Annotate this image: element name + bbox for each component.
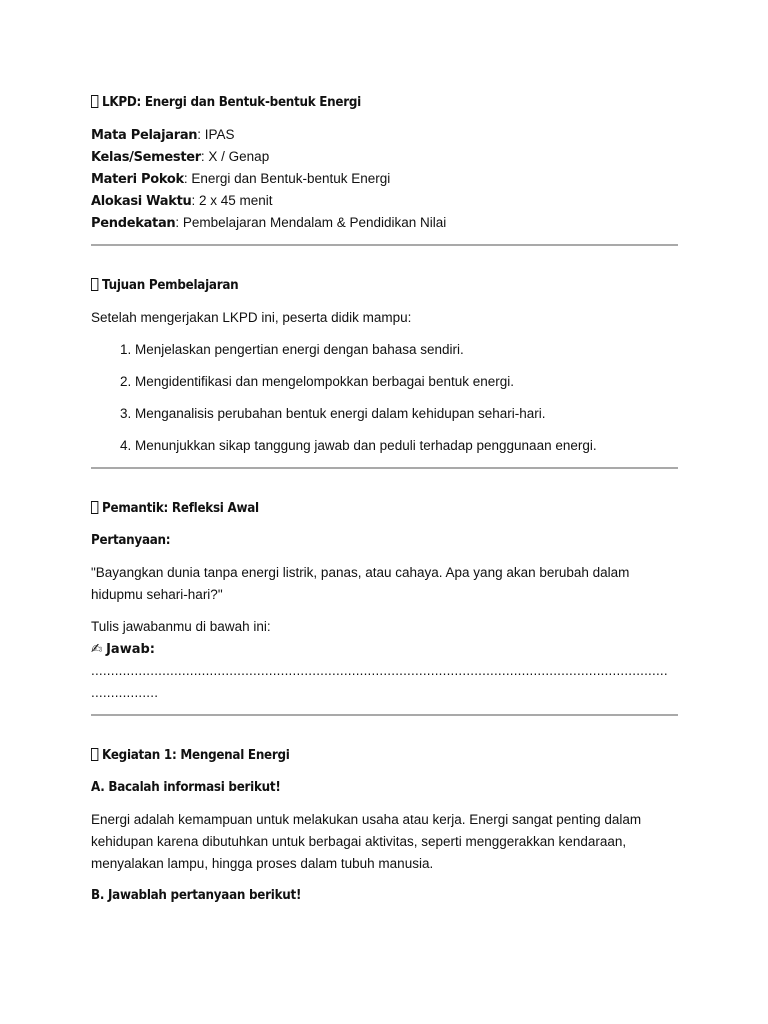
list-item: 2. Mengidentifikasi dan mengelompokkan berbagai bentuk energi.: [135, 371, 678, 393]
meta-value: : IPAS: [197, 127, 235, 142]
answer-dotted-line[interactable]: ..................................................................................................................................................: [91, 663, 668, 678]
question-line: hidupmu sehari-hari?": [91, 587, 223, 602]
meta-value: : Pembelajaran Mendalam & Pendidikan Nilai: [175, 215, 447, 230]
meta-key: Materi Pokok: [91, 172, 184, 187]
meta-pendekatan: [91, 212, 678, 234]
meta-alokasi-waktu: [91, 190, 678, 212]
list-item: 3. Menganalisis perubahan bentuk energi dalam kehidupan sehari-hari.: [135, 403, 678, 425]
missing-glyph-icon: [91, 748, 98, 761]
pemantik-heading: [91, 498, 631, 520]
pertanyaan-label: Pertanyaan:: [91, 533, 171, 548]
meta-mata-pelajaran: [91, 124, 678, 146]
pemantik-heading-text: Pemantik: Refleksi Awal: [102, 501, 259, 516]
meta-key: Mata Pelajaran: [91, 128, 198, 143]
document-page: [91, 92, 678, 907]
meta-value: : 2 x 45 menit: [191, 193, 273, 208]
answer-dotted-line[interactable]: .................: [91, 685, 159, 700]
meta-key: Alokasi Waktu: [91, 194, 192, 209]
part-a-heading: A. Bacalah informasi berikut!: [91, 780, 281, 795]
meta-kelas-semester: [91, 146, 678, 168]
paragraph-line: Energi adalah kemampuan untuk melakukan usaha atau kerja. Energi sangat penting dalam: [91, 812, 642, 827]
answer-label-line: [91, 638, 678, 660]
document-title-text: LKPD: Energi dan Bentuk-bentuk Energi: [102, 95, 361, 110]
meta-value: : X / Genap: [200, 149, 270, 164]
meta-value: : Energi dan Bentuk-bentuk Energi: [183, 171, 391, 186]
missing-glyph-icon: [91, 95, 98, 108]
answer-instruction: Tulis jawabanmu di bawah ini:: [91, 619, 271, 634]
part-b-heading: B. Jawablah pertanyaan berikut!: [91, 888, 302, 903]
kegiatan1-heading-text: Kegiatan 1: Mengenal Energi: [102, 748, 290, 763]
paragraph-line: kehidupan karena dibutuhkan untuk berbagai aktivitas, seperti menggerakkan kendaraan,: [91, 834, 627, 849]
tujuan-list: [91, 339, 678, 457]
missing-glyph-icon: [91, 501, 98, 514]
writing-hand-icon: ✍: [91, 641, 103, 656]
meta-materi-pokok: [91, 168, 678, 190]
meta-key: Kelas/Semester: [91, 150, 201, 165]
kegiatan1-heading: [91, 745, 631, 767]
tujuan-heading-text: Tujuan Pembelajaran: [102, 278, 239, 293]
list-item: 4. Menunjukkan sikap tanggung jawab dan peduli terhadap penggunaan energi.: [135, 435, 678, 457]
answer-label: Jawab:: [106, 642, 155, 657]
missing-glyph-icon: [91, 278, 98, 291]
paragraph-line: menyalakan lampu, hingga proses dalam tubuh manusia.: [91, 856, 434, 871]
document-title: [91, 92, 631, 114]
list-item: 1. Menjelaskan pengertian energi dengan bahasa sendiri.: [135, 339, 678, 361]
meta-key: Pendekatan: [91, 216, 176, 231]
tujuan-heading: [91, 275, 631, 297]
tujuan-intro: Setelah mengerjakan LKPD ini, peserta didik mampu:: [91, 310, 412, 325]
question-line: "Bayangkan dunia tanpa energi listrik, panas, atau cahaya. Apa yang akan berubah dalam: [91, 565, 630, 580]
